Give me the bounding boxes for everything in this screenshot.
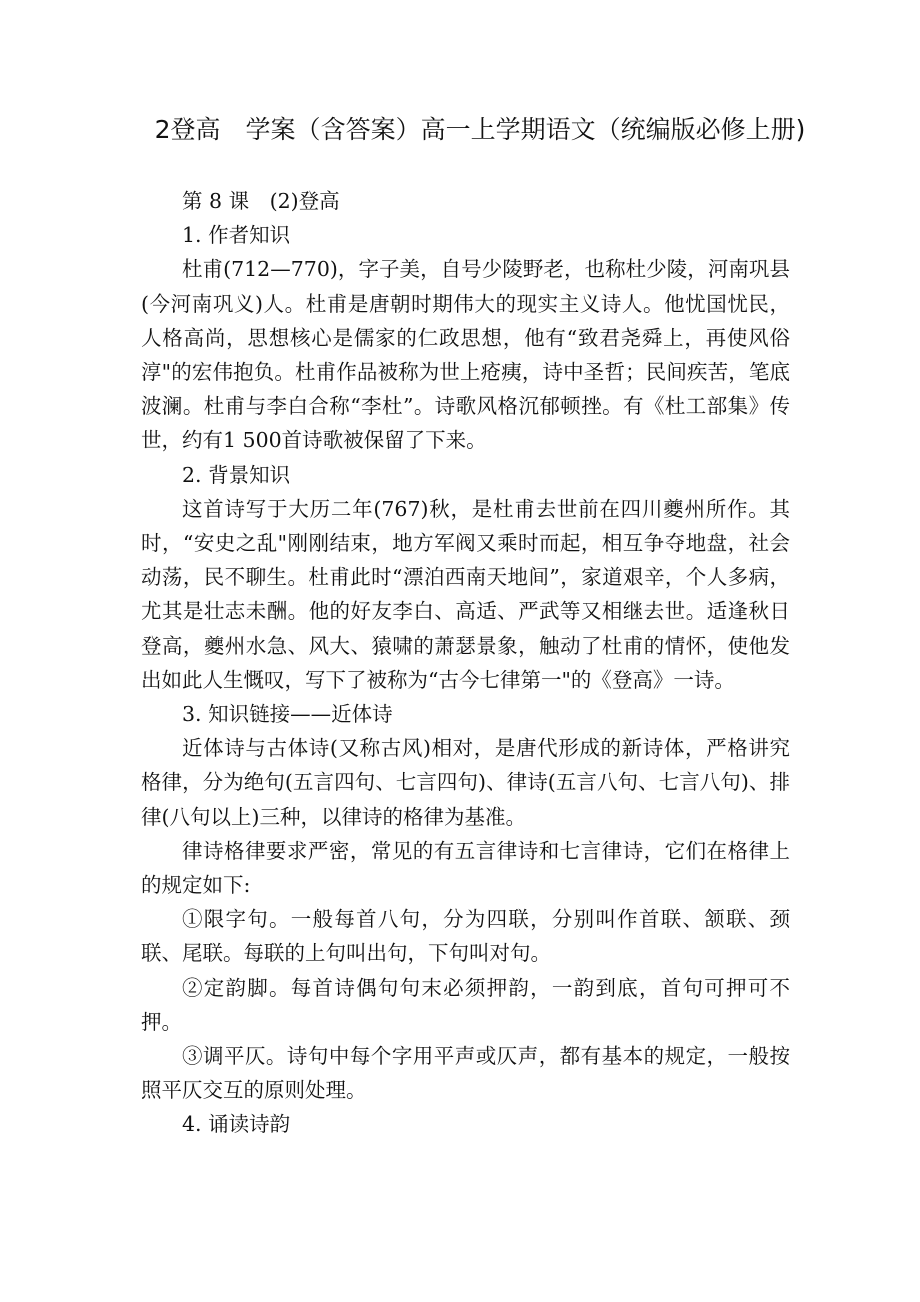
body-paragraph: 这首诗写于大历二年(767)秋，是杜甫去世前在四川夔州所作。其时，“安史之乱"刚刚结束，地方军阀又乘时而起，相互争夺地盘，社会动荡，民不聊生。杜甫此时“漂泊西南天地间”，家道艰辛，个人多病，尤其是壮志未酬。他的好友李白、高适、严武等又相继去世。适逢秋日登高，夔州水急、风大、猿啸的萧瑟景象，触动了杜甫的情怀，使他发出如此人生慨叹，写下了被称为“古今七律第一"的《登高》一诗。	[141, 496, 790, 692]
body-paragraph: 近体诗与古体诗(又称古风)相对，是唐代形成的新诗体，严格讲究格律，分为绝句(五言四句、七言四句)、律诗(五言八句、七言八句)、排律(八句以上)三种，以律诗的格律为基准。	[141, 736, 790, 829]
body-paragraph: ②定韵脚。每首诗偶句句末必须押韵，一韵到底，首句可押可不押。	[141, 975, 790, 1034]
section-heading: 1. 作者知识	[182, 223, 291, 248]
section-heading: 3. 知识链接——近体诗	[182, 702, 393, 727]
document-title: 2登高 学案（含答案）高一上学期语文（统编版必修上册)	[154, 115, 806, 144]
body-paragraph: 杜甫(712—770)，字子美，自号少陵野老，也称杜少陵，河南巩县(今河南巩义)人。杜甫是唐朝时期伟大的现实主义诗人。他忧国忧民，人格高尚，思想核心是儒家的仁政思想，他有“致君尧舜上，再使风俗淳"的宏伟抱负。杜甫作品被称为世上疮痍，诗中圣哲；民间疾苦，笔底波澜。杜甫与李白合称“李杜”。诗歌风格沉郁顿挫。有《杜工部集》传世，约有1 500首诗歌被保留了下来。	[141, 257, 790, 453]
lesson-line: 第 8 课 (2)登高	[182, 189, 340, 213]
section-heading: 4. 诵读诗韵	[182, 1112, 291, 1137]
body-paragraph: ③调平仄。诗句中每个字用平声或仄声，都有基本的规定，一般按照平仄交互的原则处理。	[141, 1044, 790, 1103]
body-paragraph: 律诗格律要求严密，常见的有五言律诗和七言律诗，它们在格律上的规定如下:	[141, 838, 790, 898]
section-heading: 2. 背景知识	[182, 462, 291, 487]
document-body	[141, 184, 790, 1142]
body-paragraph: ①限字句。一般每首八句，分为四联，分别叫作首联、颔联、颈联、尾联。每联的上句叫出句，下句叫对句。	[141, 907, 790, 966]
